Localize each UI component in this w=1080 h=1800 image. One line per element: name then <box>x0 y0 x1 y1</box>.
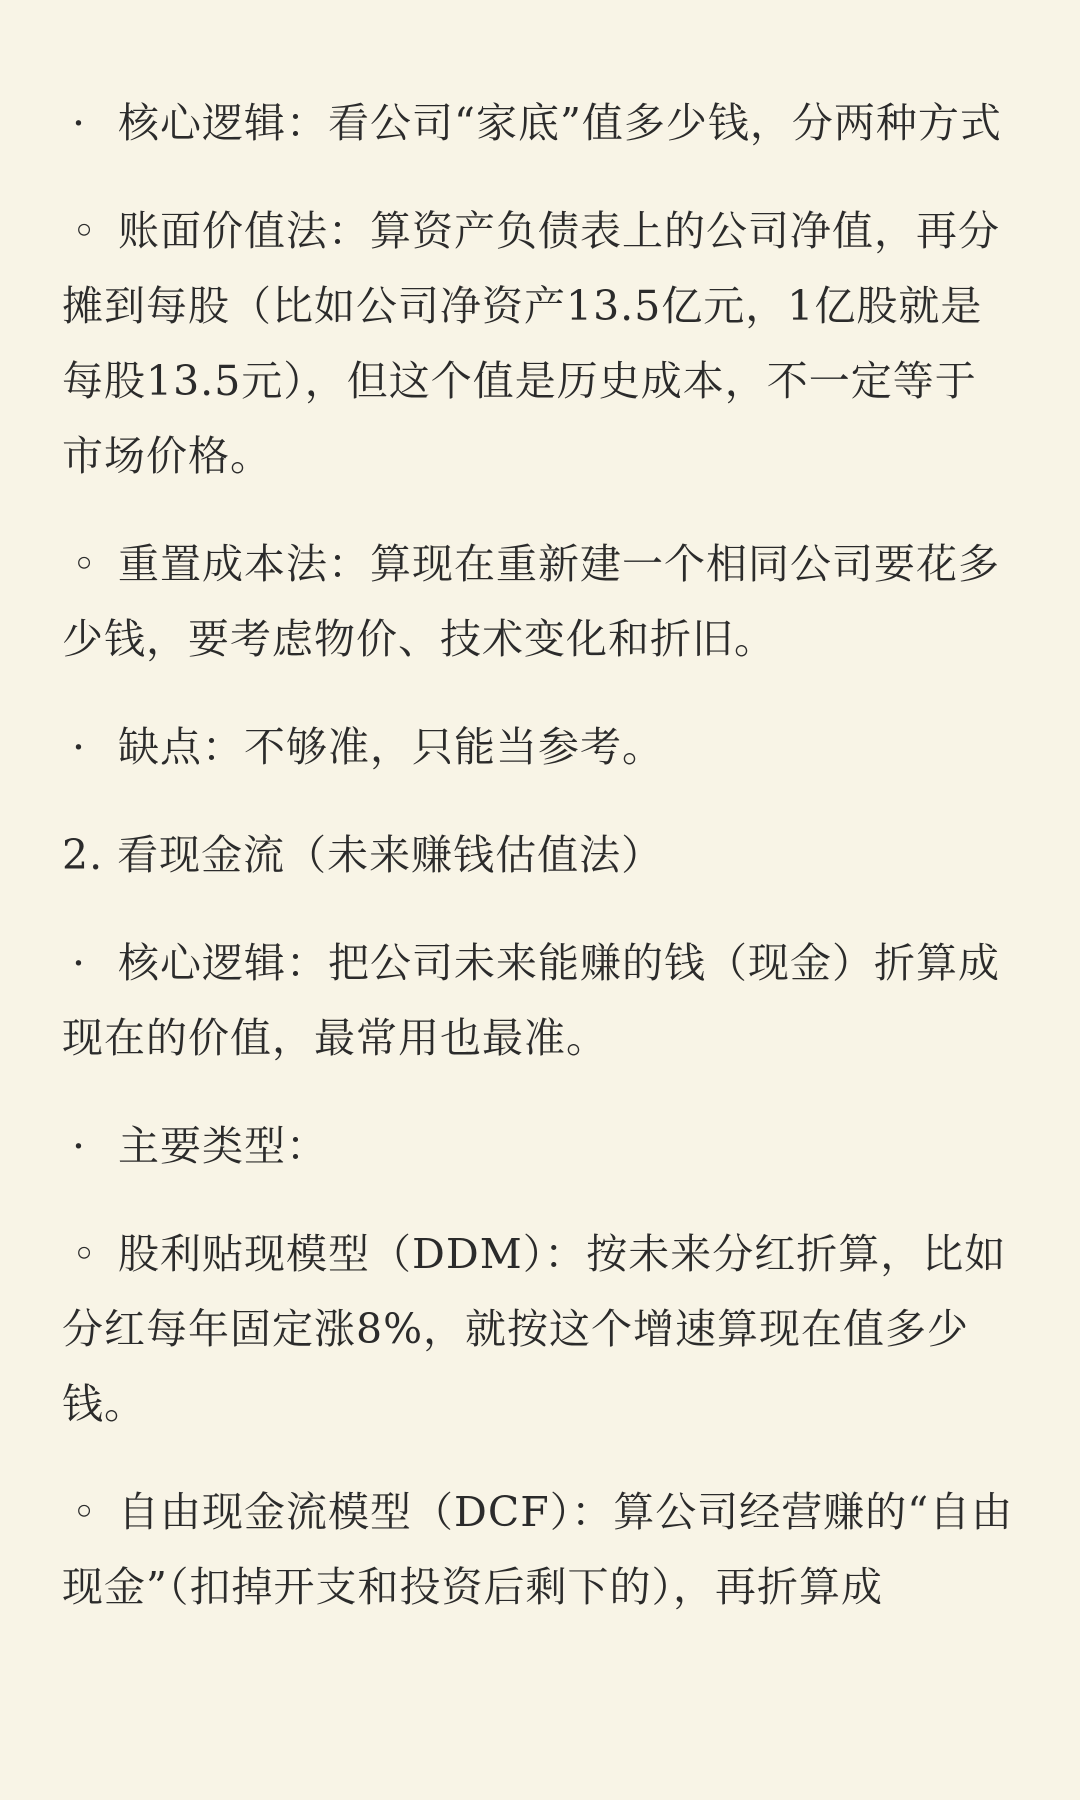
bullet-circle: ◦ <box>72 540 98 588</box>
bullet-dot: · <box>72 939 87 987</box>
paragraph-text: 重置成本法：算现在重新建一个相同公司要花多少钱，要考虑物价、技术变化和折旧。 <box>62 540 1000 663</box>
paragraph-text: 主要类型： <box>118 1122 328 1170</box>
bullet-dot: · <box>72 1122 87 1170</box>
bullet-circle: ◦ <box>72 207 98 255</box>
section-heading-text: 2. 看现金流（未来赚钱估值法） <box>62 831 664 879</box>
bullet-circle: ◦ <box>72 1230 98 1278</box>
paragraph-text: 自由现金流模型（DCF）：算公司经营赚的“自由现金”（扣掉开支和投资后剩下的），再折算成 <box>62 1488 1014 1611</box>
paragraph-ddm <box>62 1217 1018 1442</box>
paragraph-text: 核心逻辑：把公司未来能赚的钱（现金）折算成现在的价值，最常用也最准。 <box>62 939 1000 1062</box>
paragraph-dcf <box>62 1475 1018 1625</box>
section-heading-cash-flow <box>62 818 1018 893</box>
paragraph-book-value <box>62 194 1018 494</box>
paragraph-main-types <box>62 1109 1018 1184</box>
bullet-circle: ◦ <box>72 1488 98 1536</box>
bullet-dot: · <box>72 723 87 771</box>
bullet-dot: · <box>72 99 87 147</box>
paragraph-replacement-cost <box>62 527 1018 677</box>
paragraph-drawback <box>62 710 1018 785</box>
paragraph-text: 核心逻辑：看公司“家底”值多少钱，分两种方式 <box>118 99 1002 147</box>
paragraph-core-logic-cash <box>62 926 1018 1076</box>
paragraph-core-logic-asset <box>62 86 1018 161</box>
paragraph-text: 缺点：不够准，只能当参考。 <box>118 723 664 771</box>
paragraph-text: 账面价值法：算资产负债表上的公司净值，再分摊到每股（比如公司净资产13.5亿元，1亿股就是每股13.5元），但这个值是历史成本，不一定等于市场价格。 <box>62 207 1000 480</box>
paragraph-text: 股利贴现模型（DDM）：按未来分红折算，比如分红每年固定涨8%，就按这个增速算现在值多少钱。 <box>62 1230 1007 1428</box>
